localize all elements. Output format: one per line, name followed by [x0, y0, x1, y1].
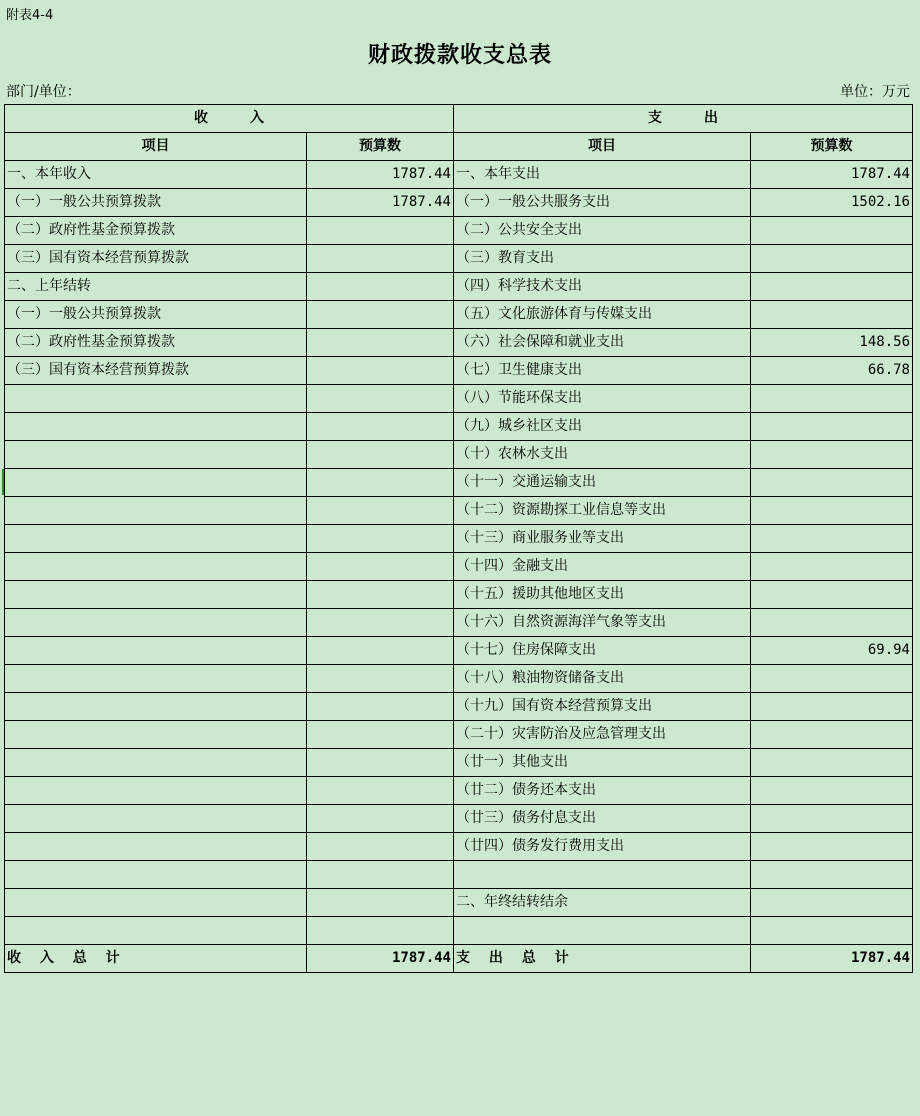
expense-total-value[interactable]: 1787.44	[751, 945, 913, 973]
income-value-cell[interactable]: 1787.44	[307, 161, 454, 189]
income-item-cell[interactable]	[5, 497, 307, 525]
expense-value-cell[interactable]	[751, 693, 913, 721]
income-budget-header: 预算数	[307, 133, 454, 161]
unit-label: 单位：万元	[840, 84, 910, 100]
expense-item-cell[interactable]: （十二）资源勘探工业信息等支出	[454, 497, 751, 525]
income-item-cell[interactable]: （三）国有资本经营预算拨款	[5, 357, 307, 385]
expense-value-cell[interactable]	[751, 581, 913, 609]
income-value-cell[interactable]	[307, 609, 454, 637]
income-value-cell[interactable]	[307, 917, 454, 945]
income-item-cell[interactable]	[5, 609, 307, 637]
income-item-cell[interactable]	[5, 665, 307, 693]
income-value-cell[interactable]	[307, 385, 454, 413]
table-row	[5, 329, 913, 357]
expense-item-cell[interactable]	[454, 917, 751, 945]
income-item-header: 项目	[5, 133, 307, 161]
expense-item-cell[interactable]: （廿四）债务发行费用支出	[454, 833, 751, 861]
budget-table	[4, 104, 913, 973]
table-row	[5, 833, 913, 861]
expense-value-cell[interactable]: 1502.16	[751, 189, 913, 217]
income-item-cell[interactable]	[5, 525, 307, 553]
expense-value-cell[interactable]	[751, 665, 913, 693]
expense-value-cell[interactable]	[751, 721, 913, 749]
table-row	[5, 749, 913, 777]
expense-value-cell[interactable]: 66.78	[751, 357, 913, 385]
table-row	[5, 917, 913, 945]
expense-value-cell[interactable]	[751, 889, 913, 917]
income-item-cell[interactable]	[5, 749, 307, 777]
income-value-cell[interactable]	[307, 329, 454, 357]
expense-item-cell[interactable]	[454, 861, 751, 889]
table-row	[5, 609, 913, 637]
income-value-cell[interactable]	[307, 749, 454, 777]
income-group-header: 收 入	[5, 105, 454, 133]
table-row	[5, 665, 913, 693]
expense-value-cell[interactable]	[751, 273, 913, 301]
expense-item-cell[interactable]: （三）教育支出	[454, 245, 751, 273]
table-row	[5, 889, 913, 917]
expense-item-cell[interactable]: （十六）自然资源海洋气象等支出	[454, 609, 751, 637]
expense-item-cell[interactable]: （二十）灾害防治及应急管理支出	[454, 721, 751, 749]
expense-item-cell[interactable]: （廿一）其他支出	[454, 749, 751, 777]
income-item-cell[interactable]	[5, 469, 307, 497]
expense-item-cell[interactable]: （十一）交通运输支出	[454, 469, 751, 497]
income-item-cell[interactable]: 一、本年收入	[5, 161, 307, 189]
income-item-cell[interactable]	[5, 413, 307, 441]
expense-item-cell[interactable]: （四）科学技术支出	[454, 273, 751, 301]
income-value-cell[interactable]	[307, 581, 454, 609]
income-value-cell[interactable]	[307, 665, 454, 693]
income-value-cell[interactable]	[307, 805, 454, 833]
income-item-cell[interactable]	[5, 693, 307, 721]
income-item-cell[interactable]	[5, 917, 307, 945]
income-item-cell[interactable]	[5, 637, 307, 665]
table-row	[5, 525, 913, 553]
income-item-cell[interactable]	[5, 889, 307, 917]
table-row	[5, 441, 913, 469]
table-row	[5, 805, 913, 833]
income-total-value[interactable]: 1787.44	[307, 945, 454, 973]
table-row	[5, 581, 913, 609]
income-item-cell[interactable]	[5, 861, 307, 889]
expense-item-cell[interactable]: （七）卫生健康支出	[454, 357, 751, 385]
table-row	[5, 189, 913, 217]
income-value-cell[interactable]	[307, 273, 454, 301]
income-value-cell[interactable]	[307, 217, 454, 245]
income-item-cell[interactable]	[5, 721, 307, 749]
income-value-cell[interactable]	[307, 469, 454, 497]
expense-value-cell[interactable]	[751, 525, 913, 553]
table-row	[5, 721, 913, 749]
income-total-label[interactable]: 收 入 总 计	[5, 945, 307, 973]
appendix-label: 附表4-4	[6, 8, 54, 23]
income-item-cell[interactable]: 二、上年结转	[5, 273, 307, 301]
income-item-cell[interactable]: （二）政府性基金预算拨款	[5, 329, 307, 357]
expense-item-header: 项目	[454, 133, 751, 161]
income-value-cell[interactable]	[307, 553, 454, 581]
income-item-cell[interactable]	[5, 385, 307, 413]
table-row	[5, 469, 913, 497]
income-value-cell[interactable]	[307, 413, 454, 441]
income-value-cell[interactable]	[307, 721, 454, 749]
table-row	[5, 385, 913, 413]
table-row	[5, 553, 913, 581]
expense-budget-header: 预算数	[751, 133, 913, 161]
expense-value-cell[interactable]	[751, 301, 913, 329]
expense-item-cell[interactable]: （十五）援助其他地区支出	[454, 581, 751, 609]
expense-value-cell[interactable]: 148.56	[751, 329, 913, 357]
income-item-cell[interactable]	[5, 581, 307, 609]
expense-item-cell[interactable]: （十四）金融支出	[454, 553, 751, 581]
expense-value-cell[interactable]	[751, 497, 913, 525]
table-row	[5, 413, 913, 441]
expense-total-label[interactable]: 支 出 总 计	[454, 945, 751, 973]
income-value-cell[interactable]	[307, 693, 454, 721]
income-value-cell[interactable]	[307, 441, 454, 469]
income-item-cell[interactable]: （一）一般公共预算拨款	[5, 189, 307, 217]
income-value-cell[interactable]	[307, 357, 454, 385]
income-value-cell[interactable]	[307, 497, 454, 525]
expense-value-cell[interactable]	[751, 217, 913, 245]
income-value-cell[interactable]	[307, 861, 454, 889]
expense-value-cell[interactable]	[751, 917, 913, 945]
table-row	[5, 161, 913, 189]
income-value-cell[interactable]	[307, 833, 454, 861]
table-row	[5, 273, 913, 301]
expense-item-cell[interactable]: 二、年终结转结余	[454, 889, 751, 917]
expense-item-cell[interactable]: （十）农林水支出	[454, 441, 751, 469]
page-title: 财政拨款收支总表	[367, 42, 552, 68]
expense-value-cell[interactable]	[751, 553, 913, 581]
expense-value-cell[interactable]	[751, 861, 913, 889]
income-item-cell[interactable]	[5, 777, 307, 805]
expense-group-header: 支 出	[454, 105, 913, 133]
expense-item-cell[interactable]: （六）社会保障和就业支出	[454, 329, 751, 357]
income-item-cell[interactable]: （一）一般公共预算拨款	[5, 301, 307, 329]
department-label: 部门/单位：	[6, 84, 81, 100]
expense-item-cell[interactable]: （廿三）债务付息支出	[454, 805, 751, 833]
expense-value-cell[interactable]	[751, 609, 913, 637]
income-item-cell[interactable]	[5, 553, 307, 581]
expense-item-cell[interactable]: （十九）国有资本经营预算支出	[454, 693, 751, 721]
expense-value-cell[interactable]: 1787.44	[751, 161, 913, 189]
expense-value-cell[interactable]	[751, 245, 913, 273]
expense-item-cell[interactable]: （八）节能环保支出	[454, 385, 751, 413]
expense-value-cell[interactable]	[751, 385, 913, 413]
table-row	[5, 637, 913, 665]
expense-value-cell[interactable]: 69.94	[751, 637, 913, 665]
expense-item-cell[interactable]: 一、本年支出	[454, 161, 751, 189]
expense-value-cell[interactable]	[751, 469, 913, 497]
expense-item-cell[interactable]: （十八）粮油物资储备支出	[454, 665, 751, 693]
income-value-cell[interactable]: 1787.44	[307, 189, 454, 217]
income-value-cell[interactable]	[307, 889, 454, 917]
income-item-cell[interactable]	[5, 833, 307, 861]
income-value-cell[interactable]	[307, 301, 454, 329]
table-row	[5, 693, 913, 721]
active-cell-indicator	[2, 469, 4, 495]
expense-value-cell[interactable]	[751, 749, 913, 777]
table-row	[5, 301, 913, 329]
table-row	[5, 357, 913, 385]
expense-item-cell[interactable]: （一）一般公共服务支出	[454, 189, 751, 217]
income-value-cell[interactable]	[307, 525, 454, 553]
expense-item-cell[interactable]: （九）城乡社区支出	[454, 413, 751, 441]
income-item-cell[interactable]	[5, 805, 307, 833]
table-row	[5, 497, 913, 525]
expense-item-cell[interactable]: （廿二）债务还本支出	[454, 777, 751, 805]
table-row	[5, 245, 913, 273]
income-item-cell[interactable]: （二）政府性基金预算拨款	[5, 217, 307, 245]
expense-value-cell[interactable]	[751, 777, 913, 805]
expense-item-cell[interactable]: （十七）住房保障支出	[454, 637, 751, 665]
table-row	[5, 777, 913, 805]
income-value-cell[interactable]	[307, 777, 454, 805]
income-value-cell[interactable]	[307, 637, 454, 665]
income-value-cell[interactable]	[307, 245, 454, 273]
expense-item-cell[interactable]: （十三）商业服务业等支出	[454, 525, 751, 553]
expense-value-cell[interactable]	[751, 413, 913, 441]
expense-item-cell[interactable]: （五）文化旅游体育与传媒支出	[454, 301, 751, 329]
expense-value-cell[interactable]	[751, 441, 913, 469]
table-row	[5, 217, 913, 245]
expense-value-cell[interactable]	[751, 805, 913, 833]
expense-value-cell[interactable]	[751, 833, 913, 861]
table-row	[5, 861, 913, 889]
expense-item-cell[interactable]: （二）公共安全支出	[454, 217, 751, 245]
income-item-cell[interactable]	[5, 441, 307, 469]
income-item-cell[interactable]: （三）国有资本经营预算拨款	[5, 245, 307, 273]
